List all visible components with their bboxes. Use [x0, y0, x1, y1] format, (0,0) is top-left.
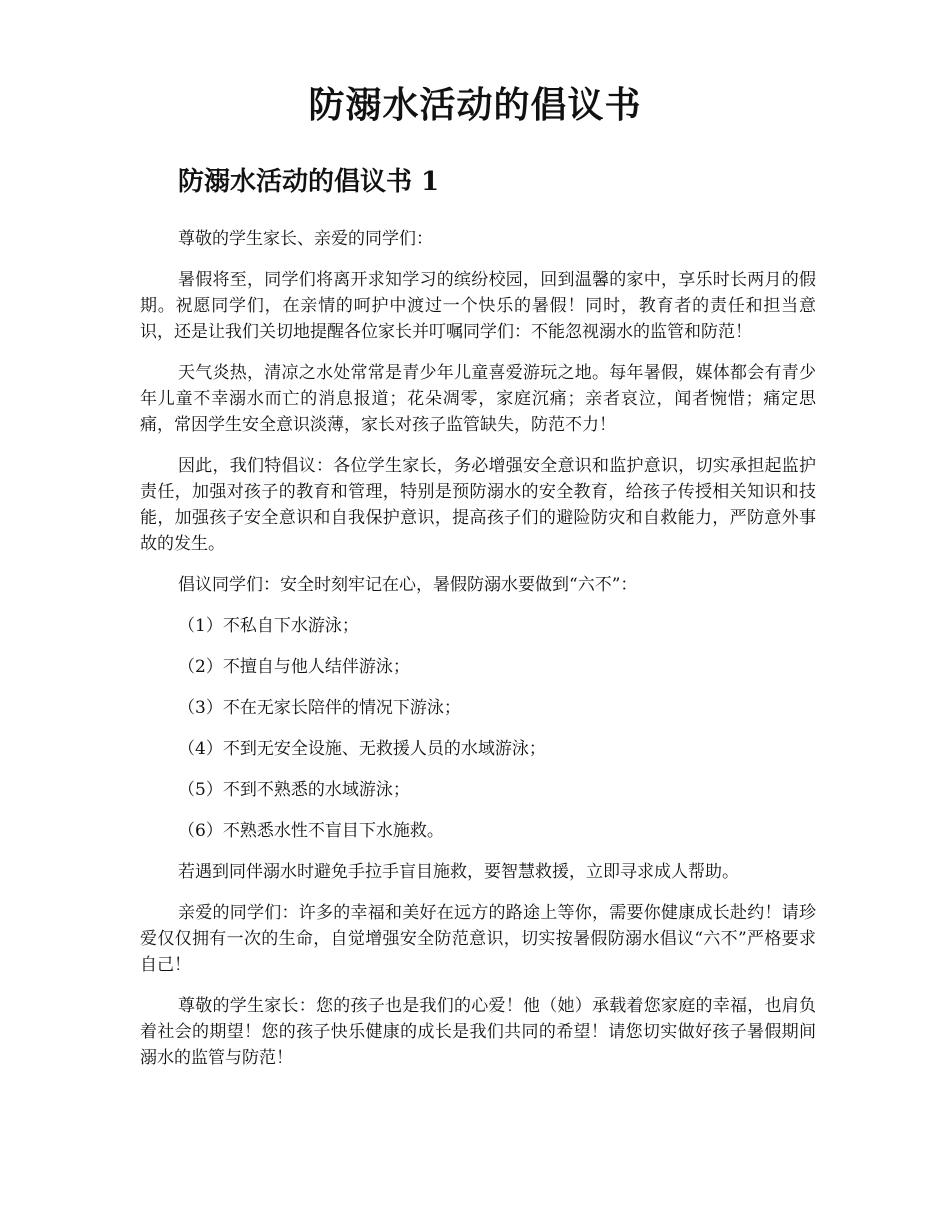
- section-title: 防溺水活动的倡议书 1: [178, 167, 440, 197]
- paragraph: 若遇到同伴溺水时避免手拉手盲目施救，要智慧救援，立即寻求成人帮助。: [178, 862, 739, 882]
- paragraph: 尊敬的学生家长：您的孩子也是我们的心爱！他（她）承载着您家庭的幸福，也肩负着社会的期望！您的孩子快乐健康的成长是我们共同的希望！请您切实做好孩子暑假期间溺水的监管与防范！: [140, 996, 816, 1068]
- paragraph: 亲爱的同学们：许多的幸福和美好在远方的路途上等你，需要你健康成长赴约！请珍爱仅仅拥有一次的生命，自觉增强安全防范意识，切实按暑假防溺水倡议“六不”严格要求自己！: [140, 903, 816, 975]
- list-item: （1）不私自下水游泳；: [178, 616, 359, 636]
- document-title: 防溺水活动的倡议书: [308, 84, 642, 126]
- list-item: （4）不到无安全设施、无救援人员的水域游泳；: [178, 739, 546, 759]
- list-item: （3）不在无家长陪伴的情况下游泳；: [178, 698, 461, 718]
- paragraph: 暑假将至，同学们将离开求知学习的缤纷校园，回到温馨的家中，享乐时长两月的假期。祝愿同学们，在亲情的呵护中渡过一个快乐的暑假！同时，教育者的责任和担当意识，还是让我们关切地提醒各位家长并叮嘱同学们：不能忽视溺水的监管和防范！: [140, 270, 816, 342]
- document-body: [140, 226, 816, 1086]
- paragraph: 因此，我们特倡议：各位学生家长，务必增强安全意识和监护意识，切实承担起监护责任，加强对孩子的教育和管理，特别是预防溺水的安全教育，给孩子传授相关知识和技能，加强孩子安全意识和自我保护意识，提高孩子们的避险防灾和自救能力，严防意外事故的发生。: [140, 456, 816, 554]
- paragraph: 倡议同学们：安全时刻牢记在心，暑假防溺水要做到“六不”：: [178, 575, 638, 595]
- list-item: （2）不擅自与他人结伴游泳；: [178, 657, 410, 677]
- salutation: 尊敬的学生家长、亲爱的同学们：: [178, 229, 433, 249]
- list-item: （5）不到不熟悉的水域游泳；: [178, 780, 410, 800]
- paragraph: 天气炎热，清凉之水处常常是青少年儿童喜爱游玩之地。每年暑假，媒体都会有青少年儿童不幸溺水而亡的消息报道；花朵凋零，家庭沉痛；亲者哀泣，闻者惋惜；痛定思痛，常因学生安全意识淡薄，家长对孩子监管缺失，防范不力！: [140, 363, 816, 435]
- list-item: （6）不熟悉水性不盲目下水施救。: [178, 821, 444, 841]
